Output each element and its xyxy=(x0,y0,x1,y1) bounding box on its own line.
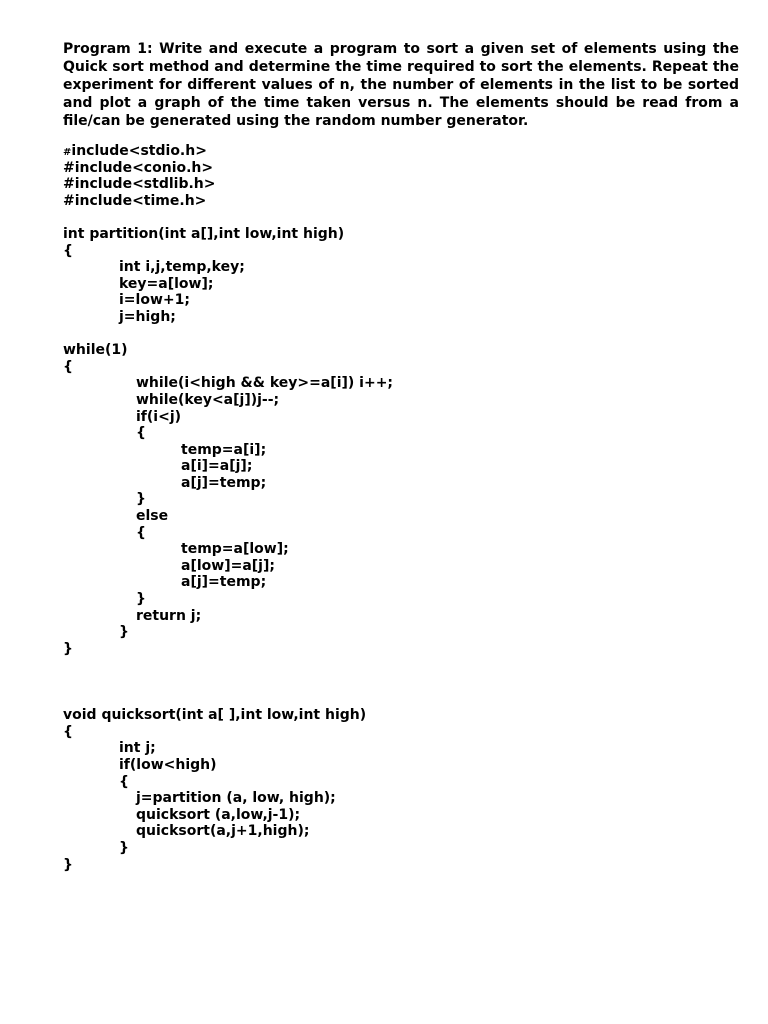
code-line: quicksort(a,j+1,high); xyxy=(136,823,310,840)
code-line: key=a[low]; xyxy=(119,275,214,292)
code-line: { xyxy=(136,425,146,442)
code-line: int i,j,temp,key; xyxy=(119,259,245,276)
quicksort-signature: void quicksort(int a[ ],int low,int high) xyxy=(63,707,367,724)
include-hash: # xyxy=(63,147,72,158)
code-line: while(key<a[j])j--; xyxy=(136,391,280,408)
code-line: { xyxy=(63,723,73,740)
code-line: return j; xyxy=(136,607,202,624)
code-line: temp=a[low]; xyxy=(181,541,289,558)
code-line: while(1) xyxy=(63,342,128,359)
code-line: else xyxy=(136,508,169,525)
code-line: } xyxy=(63,640,73,657)
code-line: a[j]=temp; xyxy=(181,474,267,491)
blank-line xyxy=(63,209,739,226)
include-time: #include<time.h> xyxy=(63,192,207,209)
blank-line xyxy=(63,691,739,708)
partition-signature: int partition(int a[],int low,int high) xyxy=(63,225,345,242)
code-line: } xyxy=(119,624,129,641)
code-line: if(low<high) xyxy=(119,756,217,773)
code-line: a[i]=a[j]; xyxy=(181,458,253,475)
blank-line xyxy=(63,326,739,343)
code-line: a[j]=temp; xyxy=(181,574,267,591)
code-listing xyxy=(63,143,739,873)
code-line: } xyxy=(63,856,73,873)
code-line: quicksort (a,low,j-1); xyxy=(136,806,301,823)
code-line: } xyxy=(136,491,146,508)
code-line: { xyxy=(63,242,73,259)
code-line: if(i<j) xyxy=(136,408,182,425)
code-line: int j; xyxy=(119,740,156,757)
code-line: { xyxy=(119,773,129,790)
code-line: j=partition (a, low, high); xyxy=(136,790,336,807)
include-conio: #include<conio.h> xyxy=(63,159,214,176)
code-line: i=low+1; xyxy=(119,292,190,309)
code-line: } xyxy=(119,839,129,856)
code-line: { xyxy=(136,524,146,541)
document-page xyxy=(63,40,739,873)
code-line: while(i<high && key>=a[i]) i++; xyxy=(136,375,394,392)
code-line: { xyxy=(63,358,73,375)
blank-line xyxy=(63,674,739,691)
include-stdio xyxy=(63,143,739,160)
code-line: } xyxy=(136,591,146,608)
blank-line xyxy=(63,657,739,674)
code-line: a[low]=a[j]; xyxy=(181,557,275,574)
program-description: Program 1: Write and execute a program to sort a given set of elements using the Quick sort method and determine the time required to sort the elements. Repeat the experiment for different values of n, the number of elements in the list to be sorted and plot a graph of the time taken versus n. The elements should be read from a file/can be generated using the random number generator. xyxy=(63,41,739,129)
code-line: temp=a[i]; xyxy=(181,441,267,458)
code-line: j=high; xyxy=(119,308,176,325)
include-stdio-text: include<stdio.h> xyxy=(71,143,207,159)
include-stdlib: #include<stdlib.h> xyxy=(63,176,216,193)
